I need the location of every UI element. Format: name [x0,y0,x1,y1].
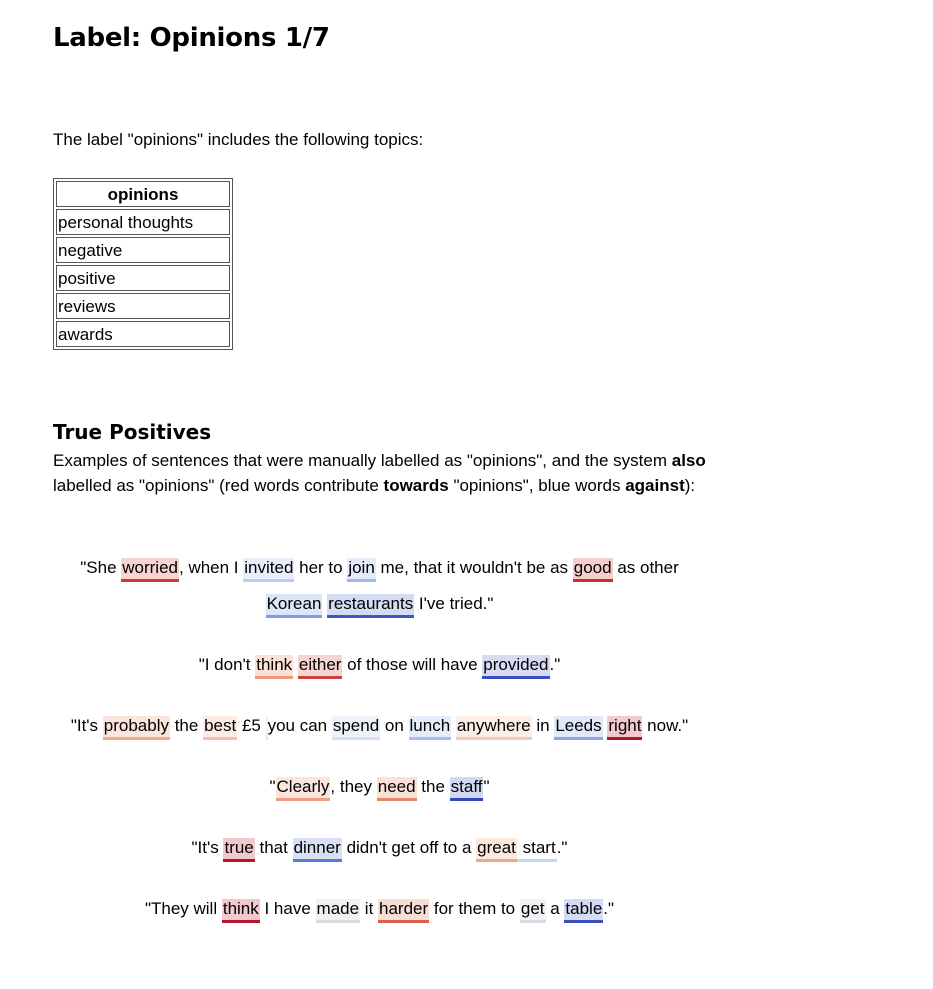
highlighted-word: anywhere [456,716,532,740]
highlighted-word: lunch [409,716,452,740]
table-cell: awards [56,321,230,347]
plain-text: on [380,716,409,735]
intro-text: The label "opinions" includes the following topics: [53,130,424,149]
plain-text: in [531,716,555,735]
example-sentence [53,647,706,683]
plain-text: as other [612,558,679,577]
highlighted-word: think [255,655,293,679]
highlighted-word: best [203,716,237,740]
highlighted-word: staff [450,777,484,801]
plain-text: " [483,777,490,796]
plain-text: ." [603,899,615,918]
true-positives-description [53,449,713,498]
plain-text: "They will [144,899,222,918]
example-sentence [53,708,706,744]
desc-part: "opinions", blue words [448,475,626,495]
report-content [53,0,713,495]
highlighted-word: provided [482,655,549,679]
highlighted-word: restaurants [327,594,414,618]
desc-part: Examples of sentences that were manually labelled as "opinions", and the system [53,451,672,470]
highlighted-word: invited [243,558,294,582]
highlighted-word: table [564,899,603,923]
plain-text: " [269,777,276,796]
table-cell: positive [56,265,230,291]
highlighted-word: Korean [266,594,323,618]
highlighted-word: made [316,899,361,923]
example-sentence [53,550,706,622]
table-cell: personal thoughts [56,209,230,235]
topics-table [53,178,233,350]
highlighted-word: true [223,838,254,862]
plain-text: ." [549,655,561,674]
plain-text: , when I [179,558,244,577]
example-sentence [53,891,706,927]
desc-emphasis-against: against [625,475,685,495]
desc-part: labelled as "opinions" (red words contribute [53,475,384,495]
plain-text: I have [259,899,316,918]
table-row [56,321,230,347]
plain-text: it [360,899,379,918]
plain-text: for them to [429,899,520,918]
highlighted-word: spend [332,716,380,740]
plain-text: "It's [191,838,224,857]
table-cell: negative [56,237,230,263]
plain-text: , they [330,777,377,796]
plain-text: I've tried." [414,594,494,613]
plain-text: you can [267,716,332,735]
plain-text: the [416,777,450,796]
plain-text: £5 [237,716,266,735]
page-title: Label: Opinions 1/7 [53,23,330,53]
plain-text: ." [556,838,568,857]
highlighted-word: good [573,558,613,582]
highlighted-word: start [517,838,557,862]
plain-text: a [545,899,565,918]
highlighted-word: think [222,899,260,923]
highlighted-word: worried [121,558,179,582]
plain-text: "She [80,558,122,577]
plain-text: of those will have [342,655,483,674]
example-sentence [53,769,706,805]
highlighted-word: get [520,899,546,923]
table-row [56,293,230,319]
plain-text: now." [642,716,689,735]
plain-text: the [169,716,204,735]
highlighted-word: harder [378,899,429,923]
plain-text: me, that it wouldn't be as [375,558,573,577]
highlighted-word: join [347,558,375,582]
desc-emphasis-towards: towards [383,475,449,495]
highlighted-word: either [298,655,343,679]
highlighted-word: Clearly [276,777,331,801]
highlighted-word: Leeds [554,716,602,740]
table-row [56,209,230,235]
highlighted-word: need [377,777,417,801]
plain-text: her to [294,558,348,577]
highlighted-word: dinner [293,838,342,862]
topics-table-header: opinions [56,181,230,207]
example-sentence [53,830,706,866]
highlighted-word: probably [103,716,170,740]
plain-text: didn't get off to a [341,838,477,857]
table-row [56,265,230,291]
plain-text: that [254,838,293,857]
true-positives-heading: True Positives [53,420,212,444]
desc-emphasis-also: also [671,451,706,470]
desc-part: ): [684,475,696,495]
plain-text: "I don't [198,655,256,674]
example-sentences [53,550,706,952]
table-cell: reviews [56,293,230,319]
highlighted-word: great [476,838,517,862]
table-row [56,237,230,263]
highlighted-word: right [607,716,642,740]
plain-text: "It's [70,716,103,735]
